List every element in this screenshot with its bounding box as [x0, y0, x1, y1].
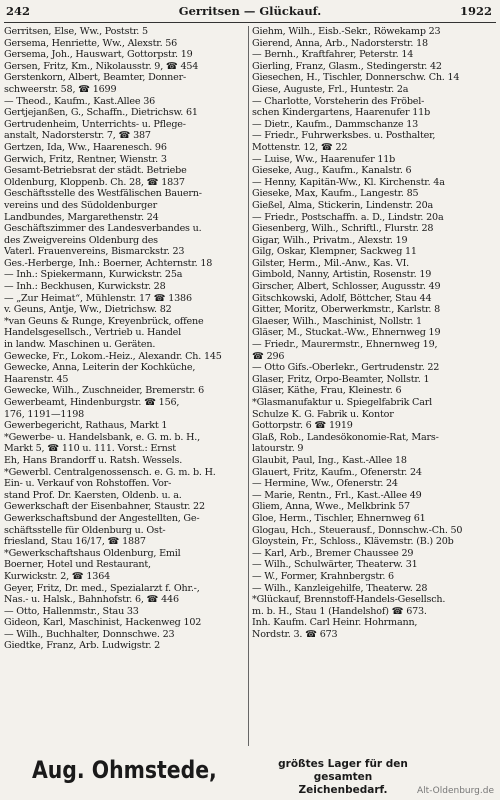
directory-entry: — Friedr., Fuhrwerksbes. u. Posthalter, — [252, 130, 436, 142]
directory-entry: Girscher, Albert, Schlosser, Augusstr. 49 — [252, 281, 441, 293]
directory-entry: Geyer, Fritz, Dr. med., Spezialarzt f. Ohr.-, — [4, 582, 200, 594]
directory-entry: Nordstr. 3. ☎ 673 — [252, 628, 338, 640]
right-column — [252, 26, 496, 746]
directory-entry: Gerwich, Fritz, Rentner, Wienstr. 3 — [4, 153, 167, 165]
page-year: 1922 — [459, 4, 492, 18]
directory-entry: Landbundes, Margarethenstr. 24 — [4, 211, 159, 223]
directory-entry: Glaß, Rob., Landesökonomie-Rat, Mars- — [252, 431, 439, 443]
directory-entry: Giesenberg, Wilh., Schriftl., Flurstr. 28 — [252, 223, 434, 235]
directory-entry: Glaeser, Wilh., Maschinist, Nollstr. 1 — [252, 315, 422, 327]
directory-entry: Gerstenkorn, Albert, Beamter, Donner- — [4, 72, 187, 84]
advertisement-line-1: größtes Lager für den gesamten — [278, 758, 408, 783]
directory-entry: *Gewerkschaftshaus Oldenburg, Emil — [4, 547, 181, 559]
directory-entry: Geschäftsstelle des Westfälischen Bauern- — [4, 188, 202, 200]
directory-entry: m. b. H., Stau 1 (Handelshof) ☎ 673. — [252, 605, 427, 617]
directory-entry: Giese, Auguste, Frl., Huntestr. 2a — [252, 83, 409, 95]
advertiser-name: Aug. Ohmstede, — [32, 756, 217, 784]
directory-entry: — Inh.: Beckhusen, Kurwickstr. 28 — [4, 281, 166, 293]
directory-entry: — Marie, Rentn., Frl., Kast.-Allee 49 — [252, 489, 422, 501]
directory-entry: Gieseke, Aug., Kaufm., Kanalstr. 6 — [252, 165, 412, 177]
directory-entry: — Henny, Kapitän-Ww., Kl. Kirchenstr. 4a — [252, 176, 445, 188]
directory-entry: Gieseke, Max, Kaufm., Langestr. 85 — [252, 188, 419, 200]
directory-entry: Glauert, Fritz, Kaufm., Ofenerstr. 24 — [252, 466, 422, 478]
directory-entry: vereins und des Südoldenburger — [4, 199, 157, 211]
directory-entry: Inh. Kaufm. Carl Heinr. Hohrmann, — [252, 617, 418, 629]
directory-entry: — Friedr., Maurermstr., Ehnernweg 19, — [252, 339, 438, 351]
directory-entry: Nas.- u. Halsk., Bahnhofstr. 6, ☎ 446 — [4, 594, 179, 606]
directory-entry: Mottenstr. 12, ☎ 22 — [252, 141, 348, 153]
directory-entry: — Otto Gifs.-Oberlekr., Gertrudenstr. 22 — [252, 362, 440, 374]
directory-entry: Vaterl. Frauenvereins, Bismarckstr. 23 — [4, 246, 185, 258]
directory-entry: Gierend, Anna, Arb., Nadorsterstr. 18 — [252, 37, 428, 49]
directory-entry: Giedtke, Franz, Arb. Ludwigstr. 2 — [4, 640, 161, 652]
directory-entry: schen Kindergartens, Haarenufer 11b — [252, 107, 431, 119]
directory-entry: in landw. Maschinen u. Geräten. — [4, 339, 156, 351]
directory-entry: Giesechen, H., Tischler, Donnerschw. Ch. 14 — [252, 72, 460, 84]
directory-entry: Ges.-Herberge, Inh.: Boerner, Achternstr. 18 — [4, 257, 213, 269]
advertisement-line-2: Zeichenbedarf. — [298, 784, 388, 796]
directory-entry: Gewecke, Anna, Leiterin der Kochküche, — [4, 362, 196, 374]
directory-entry: Ein- u. Verkauf von Rohstoffen. Vor- — [4, 478, 172, 490]
directory-entry: Glaser, Fritz, Orpo-Beamter, Nollstr. 1 — [252, 373, 430, 385]
directory-entry: Gewerbegericht, Rathaus, Markt 1 — [4, 420, 168, 432]
directory-entry: Gießel, Alma, Stickerin, Lindenstr. 20a — [252, 199, 434, 211]
directory-entry: schweerstr. 58, ☎ 1699 — [4, 83, 117, 95]
directory-entry: *van Geuns & Runge, Kreyenbrück, offene — [4, 315, 204, 327]
directory-entry: Gertjejanßen, G., Schaffn., Dietrichsw. 61 — [4, 107, 198, 119]
directory-entry: Gloe, Herm., Tischler, Ehnernweg 61 — [252, 512, 426, 524]
directory-entry: — Wilh., Buchhalter, Donnschwe. 23 — [4, 628, 175, 640]
directory-entry: Gloystein, Fr., Schloss., Klävemstr. (B.) 20b — [252, 536, 454, 548]
directory-entry: Gersema, Henriette, Ww., Alexstr. 56 — [4, 37, 178, 49]
directory-entry: — Hermine, Ww., Ofenerstr. 24 — [252, 478, 398, 490]
directory-entry: Haarenstr. 45 — [4, 373, 69, 385]
page-title: Gerritsen — Glückauf. — [178, 4, 322, 18]
directory-entry: Gewecke, Wilh., Zuschneider, Bremerstr. 6 — [4, 385, 205, 397]
directory-entry: — Inh.: Spiekermann, Kurwickstr. 25a — [4, 269, 183, 281]
directory-entry: Geschäftszimmer des Landesverbandes u. — [4, 223, 202, 235]
directory-entry: Gideon, Karl, Maschinist, Hackenweg 102 — [4, 617, 202, 629]
directory-entry: Gewerkschaft der Eisenbahner, Staustr. 22 — [4, 501, 205, 513]
directory-entry: stand Prof. Dr. Kaersten, Oldenb. u. a. — [4, 489, 182, 501]
watermark: Alt-Oldenburg.de — [416, 786, 494, 796]
directory-entry: *Gewerbl. Centralgenossensch. e. G. m. b. H. — [4, 466, 216, 478]
advertisement-text — [258, 758, 428, 797]
directory-entry: Gitschkowski, Adolf, Böttcher, Stau 44 — [252, 292, 432, 304]
column-divider — [248, 26, 249, 746]
directory-entry: — Dietr., Kaufm., Dammschanze 13 — [252, 118, 419, 130]
directory-entry: v. Geuns, Antje, Ww., Dietrichsw. 82 — [4, 304, 172, 316]
directory-entry: — Bernh., Kraftfahrer, Peterstr. 14 — [252, 49, 414, 61]
directory-entry: Gersema, Joh., Hauswart, Gottorpstr. 19 — [4, 49, 193, 61]
directory-entry: 176, 1191—1198 — [4, 408, 85, 420]
directory-entry: — Otto, Hallenmstr., Stau 33 — [4, 605, 139, 617]
page-header — [4, 4, 496, 22]
directory-entry: schäftsstelle für Oldenburg u. Ost- — [4, 524, 166, 536]
directory-entry: Gertrudenheim, Unterrichts- u. Pflege- — [4, 118, 186, 130]
directory-entry: Eh, Hans Brandorff u. Ratsh. Wessels. — [4, 454, 183, 466]
directory-entry: Gilg, Oskar, Klempner, Sackweg 11 — [252, 246, 417, 258]
directory-entry: Oldenburg, Kloppenb. Ch. 28, ☎ 1837 — [4, 176, 185, 188]
directory-entry: *Glasmanufaktur u. Spiegelfabrik Carl — [252, 397, 432, 408]
directory-entry: Gimbold, Nanny, Artistin, Rosenstr. 19 — [252, 269, 432, 281]
directory-entry: ☎ 296 — [252, 350, 285, 362]
directory-entry: Giehm, Wilh., Eisb.-Sekr., Röwekamp 23 — [252, 26, 441, 37]
directory-entry: Schulze K. G. Fabrik u. Kontor — [252, 408, 394, 420]
directory-entry: Gottorpstr. 6 ☎ 1919 — [252, 420, 353, 432]
directory-entry: Kurwickstr. 2, ☎ 1364 — [4, 570, 111, 582]
left-column — [4, 26, 244, 746]
directory-entry: Gewerkschaftsbund der Angestellten, Ge- — [4, 512, 200, 524]
directory-entry: — Luise, Ww., Haarenufer 11b — [252, 153, 396, 165]
directory-entry: Boerner, Hotel und Restaurant, — [4, 559, 151, 571]
directory-entry: Gewerbeamt, Hindenburgstr. ☎ 156, — [4, 397, 180, 408]
directory-entry: *Glückauf, Brennstoff-Handels-Gesellsch. — [252, 594, 446, 606]
directory-entry: — Charlotte, Vorsteherin des Fröbel- — [252, 95, 425, 107]
directory-entry: — Friedr., Postschaffn. a. D., Lindstr. 20a — [252, 211, 444, 223]
directory-entry: — Theod., Kaufm., Kast.Allee 36 — [4, 95, 156, 107]
directory-entry: — „Zur Heimat“, Mühlenstr. 17 ☎ 1386 — [4, 292, 192, 304]
directory-page — [4, 0, 496, 800]
directory-entry: friesland, Stau 16/17, ☎ 1887 — [4, 536, 146, 548]
directory-entry: — Wilh., Schulwärter, Theaterw. 31 — [252, 559, 418, 571]
directory-entry: anstalt, Nadorsterstr. 7, ☎ 387 — [4, 130, 151, 142]
directory-entry: Markt 5, ☎ 110 u. 111. Vorst.: Ernst — [4, 443, 176, 455]
directory-entry: *Gewerbe- u. Handelsbank, e. G. m. b. H., — [4, 431, 200, 443]
directory-entry: Glaubit, Paul, Ing., Kast.-Allee 18 — [252, 454, 407, 466]
page-number: 242 — [6, 4, 31, 18]
directory-entry: Glogau, Hch., Steuerausf., Donnschw.-Ch. 50 — [252, 524, 463, 536]
directory-entry: Gierling, Franz, Glasm., Stedingerstr. 42 — [252, 60, 442, 72]
directory-entry: des Zweigvereins Oldenburg des — [4, 234, 158, 246]
directory-entry: Gilster, Herm., Mil.-Anw., Kas. VI. — [252, 257, 410, 269]
directory-entry: Gewecke, Fr., Lokom.-Heiz., Alexandr. Ch. 145 — [4, 350, 222, 362]
directory-entry: — Karl, Arb., Bremer Chaussee 29 — [252, 547, 414, 559]
header-rule — [4, 22, 496, 23]
directory-entry: Gläser, Käthe, Frau, Kleinestr. 6 — [252, 385, 402, 397]
directory-entry: Gerritsen, Else, Ww., Poststr. 5 — [4, 26, 148, 37]
directory-entry: Gersen, Fritz, Km., Nikolausstr. 9, ☎ 454 — [4, 60, 199, 72]
directory-entry: Handelsgesellsch., Vertrieb u. Handel — [4, 327, 181, 339]
directory-entry: Gesamt-Betriebsrat der städt. Betriebe — [4, 165, 187, 177]
directory-entry: Gliem, Anna, Wwe., Melkbrink 57 — [252, 501, 410, 513]
directory-entry: — Wilh., Kanzleigehilfe, Theaterw. 28 — [252, 582, 428, 594]
directory-entry: Gläser, M., Stuckat.-Ww., Ehnernweg 19 — [252, 327, 441, 339]
directory-entry: — W., Former, Krahnbergstr. 6 — [252, 570, 394, 582]
directory-entry: Gertzen, Ida, Ww., Haarenesch. 96 — [4, 141, 167, 153]
directory-entry: Gitter, Moritz, Oberwerkmstr., Karlstr. 8 — [252, 304, 440, 316]
directory-entry: latourstr. 9 — [252, 443, 304, 455]
directory-entry: Gigar, Wilh., Privatm., Alexstr. 19 — [252, 234, 408, 246]
